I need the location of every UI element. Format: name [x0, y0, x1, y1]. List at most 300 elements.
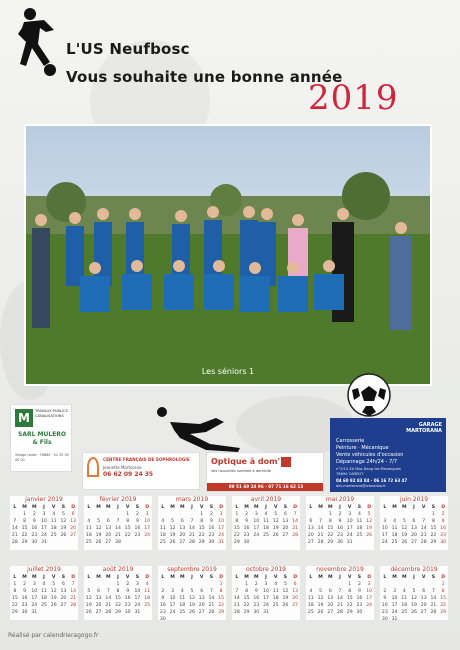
sponsor-mulero [10, 404, 72, 472]
sponsor-optique [206, 452, 324, 492]
day-cell: 9 [441, 519, 445, 524]
weekday-header: M [105, 505, 111, 510]
weekday-header: J [339, 505, 341, 510]
day-cell: 18 [144, 596, 151, 601]
month-title: septembre 2019 [167, 566, 217, 573]
calendar-month [232, 566, 300, 620]
weekday-header: L [309, 505, 313, 510]
weekday-header: M [253, 505, 259, 510]
day-cell: 19 [317, 603, 324, 608]
day-cell: 25 [41, 603, 47, 608]
day-cell: 17 [381, 533, 388, 538]
calendar-month [10, 496, 78, 550]
day-cell: 16 [356, 596, 363, 601]
weekday-header: M [31, 505, 37, 510]
calendar-month [158, 566, 226, 620]
day-cell: 19 [401, 533, 408, 538]
weekday-header: D [293, 505, 298, 510]
weekday-header: J [43, 575, 45, 580]
day-cell: 11 [85, 526, 92, 531]
day-cell: 12 [60, 519, 67, 524]
weekday-header: S [283, 575, 288, 580]
day-blank [232, 581, 242, 588]
day-cell: 26 [401, 540, 408, 545]
day-cell: 16 [134, 526, 141, 531]
day-cell: 27 [282, 533, 289, 538]
day-cell: 3 [348, 512, 352, 517]
day-cell: 22 [124, 533, 131, 538]
day-cell: 22 [11, 603, 18, 608]
day-cell: 11 [272, 589, 279, 594]
day-cell: 11 [391, 526, 398, 531]
day-cell: 10 [41, 519, 47, 524]
day-blank [113, 511, 123, 518]
day-blank [187, 581, 197, 588]
day-cell: 19 [282, 596, 289, 601]
day-cell: 7 [431, 589, 435, 594]
day-cell: 21 [11, 533, 18, 538]
day-blank [316, 581, 326, 588]
day-cell: 17 [134, 596, 141, 601]
mulero-name: SARL MULERO & Fils [18, 431, 66, 446]
day-cell: 18 [41, 596, 47, 601]
day-blank [158, 581, 168, 588]
month-title: juillet 2019 [27, 566, 61, 573]
day-blank [399, 511, 409, 518]
day-cell: 4 [52, 512, 56, 517]
weekday-header: M [96, 575, 101, 580]
day-cell: 28 [115, 540, 121, 545]
day-cell: 17 [253, 526, 260, 531]
day-cell: 31 [41, 540, 47, 545]
day-cell: 29 [115, 610, 121, 615]
day-cell: 11 [144, 589, 151, 594]
day-cell: 8 [348, 589, 352, 594]
day-blank [84, 581, 94, 588]
day-cell: 14 [233, 596, 240, 601]
day-blank [103, 581, 113, 588]
day-blank [103, 511, 113, 518]
month-days [84, 574, 152, 616]
day-cell: 5 [87, 589, 91, 594]
day-cell: 8 [116, 589, 120, 594]
day-cell: 9 [383, 596, 387, 601]
day-cell: 4 [393, 519, 397, 524]
day-cell: 24 [134, 603, 141, 608]
weekday-header: L [87, 505, 91, 510]
day-cell: 29 [327, 540, 334, 545]
day-cell: 9 [32, 519, 36, 524]
day-cell: 13 [327, 596, 334, 601]
day-blank [409, 511, 419, 518]
day-cell: 9 [161, 596, 165, 601]
team-photo-illustration [26, 126, 430, 384]
weekday-header: M [392, 505, 397, 510]
day-cell: 12 [189, 596, 195, 601]
weekday-header: V [125, 575, 130, 580]
day-cell: 14 [115, 526, 121, 531]
day-cell: 11 [41, 589, 47, 594]
day-cell: 17 [169, 603, 176, 608]
month-days [380, 574, 448, 623]
day-cell: 15 [115, 596, 121, 601]
sophro-logo-icon [87, 457, 99, 477]
day-cell: 15 [198, 526, 205, 531]
month-title: avril 2019 [250, 496, 282, 503]
weekday-header: V [125, 505, 130, 510]
weekday-header: S [357, 505, 362, 510]
day-cell: 4 [274, 582, 278, 587]
day-cell: 16 [124, 596, 131, 601]
day-cell: 23 [31, 533, 38, 538]
day-cell: 13 [198, 596, 205, 601]
month-title: novembre 2019 [316, 566, 364, 573]
weekday-header: M [22, 575, 27, 580]
day-cell: 11 [307, 596, 314, 601]
day-cell: 7 [106, 589, 110, 594]
weekday-header: J [117, 505, 119, 510]
day-cell: 10 [31, 589, 38, 594]
day-cell: 27 [307, 540, 314, 545]
day-cell: 1 [23, 512, 27, 517]
day-cell: 5 [61, 512, 65, 517]
day-blank [306, 511, 316, 518]
player-silhouette-icon [10, 6, 66, 80]
day-cell: 31 [31, 610, 38, 615]
day-cell: 8 [328, 519, 332, 524]
day-cell: 3 [383, 519, 387, 524]
day-cell: 3 [254, 512, 258, 517]
day-blank [84, 511, 94, 518]
day-cell: 14 [337, 596, 343, 601]
day-cell: 8 [200, 519, 204, 524]
day-cell: 28 [430, 610, 437, 615]
calendar-month [84, 496, 152, 550]
day-cell: 11 [50, 519, 57, 524]
day-cell: 25 [401, 610, 408, 615]
day-cell: 25 [307, 610, 314, 615]
weekday-header: J [339, 575, 341, 580]
month-days [158, 574, 226, 623]
day-cell: 13 [95, 596, 102, 601]
day-cell: 25 [144, 603, 151, 608]
weekday-header: M [392, 575, 397, 580]
day-cell: 26 [95, 540, 102, 545]
day-cell: 7 [235, 589, 239, 594]
garage-service-1: Peinture · Mécanique [336, 445, 389, 451]
day-cell: 4 [264, 512, 268, 517]
day-cell: 24 [381, 540, 388, 545]
weekday-header: L [161, 505, 165, 510]
day-cell: 14 [317, 526, 324, 531]
day-blank [177, 511, 187, 518]
day-cell: 12 [50, 589, 57, 594]
day-cell: 20 [70, 526, 77, 531]
day-cell: 20 [179, 533, 186, 538]
weekday-header: M [179, 505, 185, 510]
day-cell: 10 [253, 519, 260, 524]
day-cell: 26 [189, 610, 195, 615]
garage-email: alis.martorana@wanadoo.fr [336, 484, 386, 488]
day-cell: 26 [366, 533, 373, 538]
day-cell: 21 [337, 603, 343, 608]
day-cell: 16 [381, 603, 388, 608]
weekday-header: M [253, 575, 259, 580]
day-cell: 12 [401, 526, 408, 531]
day-cell: 31 [346, 540, 353, 545]
day-cell: 13 [105, 526, 112, 531]
day-cell: 25 [179, 610, 186, 615]
day-cell: 16 [253, 596, 260, 601]
day-blank [168, 581, 178, 588]
weekday-header: L [383, 575, 387, 580]
day-cell: 13 [70, 519, 77, 524]
day-cell: 16 [159, 603, 166, 608]
day-cell: 3 [32, 582, 36, 587]
weekday-header: J [413, 505, 415, 510]
day-cell: 28 [420, 540, 427, 545]
day-cell: 5 [319, 589, 323, 594]
day-cell: 22 [346, 603, 353, 608]
day-cell: 29 [430, 540, 437, 545]
day-cell: 7 [71, 582, 75, 587]
month-days [158, 504, 226, 546]
day-cell: 8 [219, 589, 223, 594]
day-cell: 24 [144, 533, 151, 538]
day-cell: 1 [245, 582, 249, 587]
day-cell: 23 [134, 533, 141, 538]
day-blank [10, 511, 20, 518]
day-cell: 25 [159, 540, 166, 545]
day-cell: 18 [391, 533, 398, 538]
day-cell: 22 [21, 533, 28, 538]
day-blank [316, 511, 326, 518]
day-cell: 7 [209, 589, 213, 594]
weekday-header: L [161, 575, 165, 580]
day-cell: 13 [411, 526, 417, 531]
day-cell: 5 [52, 582, 56, 587]
day-blank [390, 511, 400, 518]
day-cell: 31 [218, 540, 225, 545]
day-cell: 21 [189, 533, 195, 538]
day-cell: 25 [391, 540, 398, 545]
day-cell: 1 [431, 512, 435, 517]
day-blank [94, 581, 104, 588]
year-label: 2019 [308, 78, 399, 118]
weekday-header: S [61, 575, 66, 580]
day-cell: 20 [198, 603, 205, 608]
day-cell: 26 [282, 603, 289, 608]
day-cell: 21 [105, 603, 112, 608]
day-cell: 27 [179, 540, 186, 545]
garage-city: 76690 CAREDT [336, 472, 364, 476]
day-cell: 11 [401, 596, 408, 601]
day-cell: 27 [411, 540, 417, 545]
day-cell: 12 [272, 519, 279, 524]
day-cell: 1 [126, 512, 130, 517]
day-cell: 24 [346, 533, 353, 538]
day-cell: 30 [356, 610, 363, 615]
weekday-header: M [170, 575, 175, 580]
month-days [10, 504, 78, 546]
day-cell: 6 [283, 512, 287, 517]
day-cell: 4 [357, 512, 361, 517]
day-cell: 2 [23, 582, 27, 587]
day-cell: 21 [317, 533, 324, 538]
weekday-header: M [170, 505, 175, 510]
day-cell: 30 [124, 610, 131, 615]
day-cell: 4 [161, 519, 165, 524]
weekday-header: M [318, 505, 323, 510]
day-cell: 9 [135, 519, 139, 524]
weekday-header: D [219, 505, 224, 510]
weekday-header: M [31, 575, 37, 580]
day-blank [409, 581, 419, 588]
day-cell: 8 [13, 589, 17, 594]
weekday-header: V [273, 505, 278, 510]
weekday-header: V [199, 505, 204, 510]
day-cell: 11 [263, 519, 269, 524]
day-cell: 2 [32, 512, 36, 517]
day-cell: 22 [218, 603, 225, 608]
day-blank [380, 511, 390, 518]
optique-tagline: Vos nouvelles lunettes à domicile [211, 469, 272, 473]
day-cell: 15 [11, 596, 18, 601]
day-cell: 2 [357, 582, 361, 587]
day-cell: 20 [282, 526, 289, 531]
day-cell: 4 [402, 589, 406, 594]
day-cell: 15 [233, 526, 240, 531]
day-cell: 25 [263, 533, 269, 538]
day-cell: 27 [70, 533, 77, 538]
month-days [232, 504, 300, 546]
day-cell: 19 [50, 596, 57, 601]
weekday-header: J [43, 505, 45, 510]
weekday-header: D [71, 505, 76, 510]
day-cell: 22 [430, 533, 437, 538]
day-cell: 21 [233, 603, 240, 608]
day-cell: 15 [327, 526, 334, 531]
weekday-header: S [431, 575, 436, 580]
day-cell: 6 [293, 582, 297, 587]
day-blank [197, 581, 207, 588]
day-cell: 24 [169, 610, 176, 615]
weekday-header: L [309, 575, 313, 580]
month-days [380, 504, 448, 546]
weekday-header: L [87, 575, 91, 580]
month-title: août 2019 [102, 566, 134, 573]
sponsor-garage-martorana [330, 418, 446, 492]
weekday-header: D [441, 505, 446, 510]
day-cell: 3 [219, 512, 223, 517]
day-cell: 5 [190, 589, 194, 594]
day-cell: 26 [60, 533, 67, 538]
day-cell: 26 [317, 610, 324, 615]
month-title: mars 2019 [175, 496, 209, 503]
day-cell: 13 [179, 526, 186, 531]
day-cell: 1 [441, 582, 445, 587]
day-cell: 23 [159, 610, 166, 615]
day-cell: 27 [95, 610, 102, 615]
day-cell: 21 [208, 603, 215, 608]
day-blank [168, 511, 178, 518]
day-cell: 30 [243, 540, 250, 545]
weekday-header: D [441, 575, 446, 580]
day-cell: 6 [422, 589, 426, 594]
weekday-header: S [135, 505, 140, 510]
day-blank [390, 581, 400, 588]
day-cell: 2 [126, 582, 130, 587]
day-cell: 14 [11, 526, 18, 531]
day-cell: 7 [293, 512, 297, 517]
day-cell: 9 [245, 519, 249, 524]
day-cell: 13 [420, 596, 427, 601]
day-cell: 5 [402, 519, 406, 524]
weekday-header: M [318, 575, 323, 580]
day-cell: 7 [116, 519, 120, 524]
day-cell: 8 [245, 589, 249, 594]
day-cell: 4 [180, 589, 184, 594]
weekday-header: L [235, 505, 239, 510]
weekday-header: J [265, 575, 267, 580]
sophro-title: CENTRE FRANÇAIS DE SOPHROLOGIE [103, 457, 190, 462]
day-cell: 27 [60, 603, 67, 608]
sophro-person: Jeanette Martorana [103, 465, 142, 470]
weekday-header: M [179, 575, 185, 580]
day-cell: 18 [159, 533, 166, 538]
day-cell: 15 [218, 596, 225, 601]
day-cell: 24 [253, 533, 260, 538]
day-cell: 10 [381, 526, 388, 531]
day-cell: 17 [391, 603, 398, 608]
day-cell: 18 [356, 526, 363, 531]
day-cell: 13 [282, 519, 289, 524]
day-cell: 20 [327, 603, 334, 608]
day-cell: 27 [292, 603, 299, 608]
day-cell: 28 [189, 540, 195, 545]
calendar-month [10, 566, 78, 620]
day-cell: 3 [42, 512, 46, 517]
day-cell: 27 [327, 610, 334, 615]
day-cell: 20 [105, 533, 112, 538]
day-cell: 12 [95, 526, 102, 531]
day-cell: 7 [338, 589, 342, 594]
day-cell: 1 [235, 512, 239, 517]
weekday-header: L [13, 505, 17, 510]
day-cell: 1 [328, 512, 332, 517]
day-cell: 1 [13, 582, 17, 587]
day-blank [187, 511, 197, 518]
weekday-header: S [283, 505, 288, 510]
weekday-header: V [51, 575, 56, 580]
day-cell: 27 [198, 610, 205, 615]
day-cell: 23 [243, 533, 250, 538]
day-cell: 14 [70, 589, 77, 594]
month-title: juin 2019 [399, 496, 429, 503]
day-cell: 19 [95, 533, 102, 538]
day-cell: 24 [31, 603, 38, 608]
day-cell: 16 [243, 526, 250, 531]
day-cell: 23 [356, 603, 363, 608]
calendar-month [306, 496, 374, 550]
day-cell: 29 [198, 540, 205, 545]
day-cell: 5 [412, 589, 416, 594]
weekday-header: V [421, 575, 426, 580]
calendar-month [158, 496, 226, 550]
day-cell: 28 [70, 603, 77, 608]
weekday-header: D [367, 505, 372, 510]
weekday-header: M [401, 505, 407, 510]
